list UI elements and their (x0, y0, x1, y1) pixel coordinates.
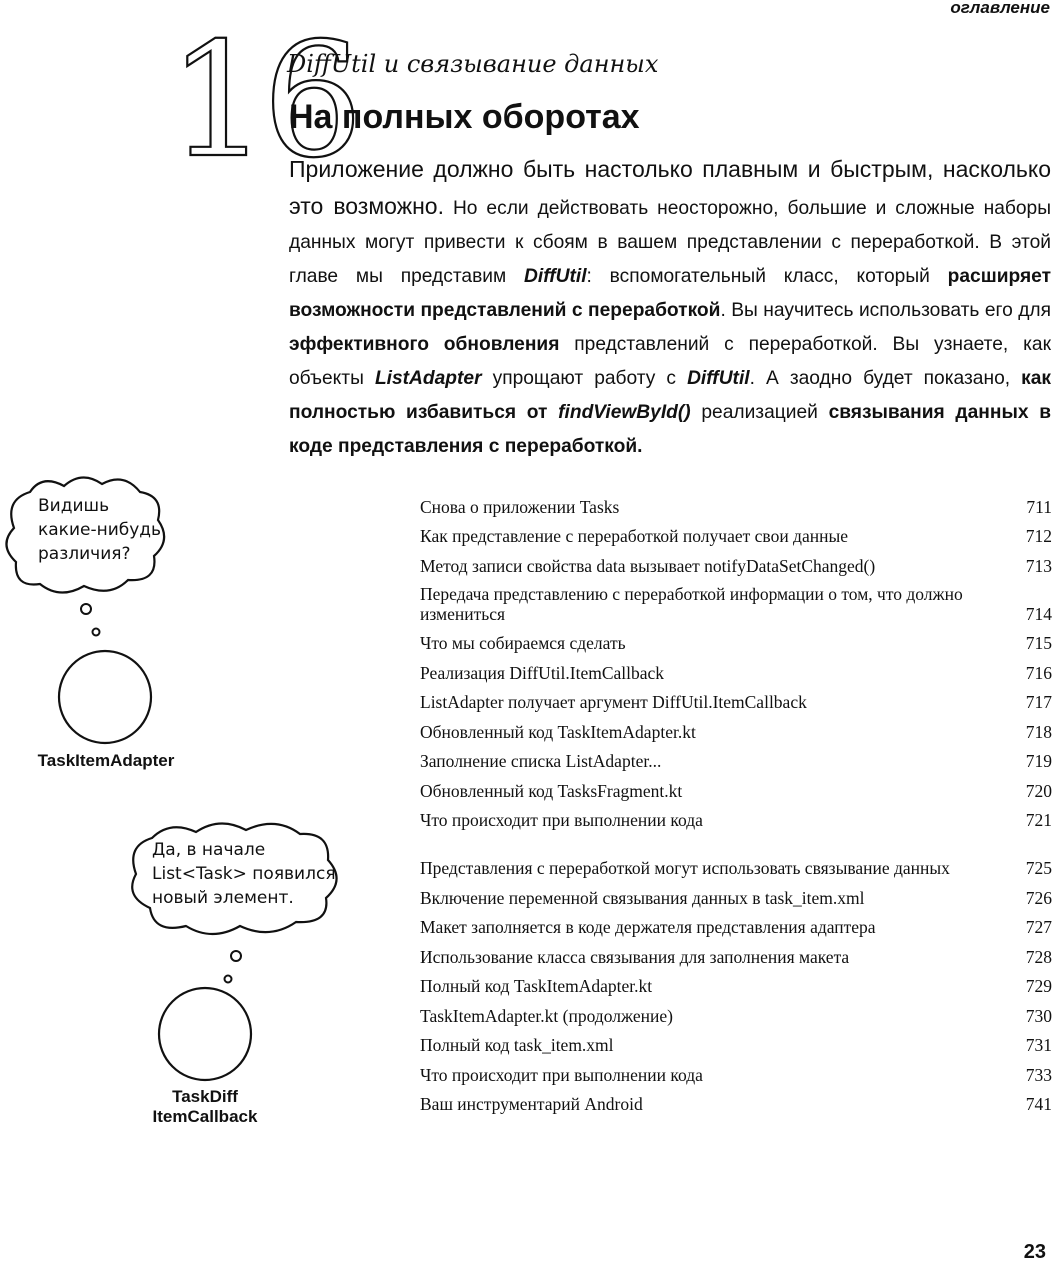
toc-entry-page: 719 (1025, 751, 1052, 771)
toc-entry-page: 718 (1025, 721, 1052, 742)
toc-entry[interactable] (420, 878, 1052, 908)
thought-dot (231, 951, 241, 961)
toc-entry-title: Реализация DiffUtil.ItemCallback (420, 662, 665, 683)
intro-term-listadapter: ListAdapter (374, 368, 482, 389)
toc-entry-title: Обновленный код TasksFragment.kt (420, 780, 683, 801)
intro-text: . Вы научитесь использовать его для (720, 300, 1051, 321)
running-header: оглавление (950, 0, 1050, 17)
intro-term-findviewbyid: findViewById() (558, 402, 691, 423)
intro-emphasis: как полностью избавиться от (289, 368, 1052, 423)
toc-entry[interactable] (420, 488, 1052, 517)
node-label-line: TaskDiff (172, 1087, 238, 1106)
bubble-line: различия? (38, 544, 131, 564)
toc-entry-title: Полный код TaskItemAdapter.kt (420, 976, 653, 996)
intro-text: представлений с переработкой. Вы узнаете, как объекты (289, 334, 1051, 389)
toc-entry[interactable] (420, 624, 1052, 654)
toc-entry-title: Что происходит при выполнении кода (420, 1064, 703, 1085)
toc-entry-title: Обновленный код TaskItemAdapter.kt (420, 721, 696, 742)
toc-entry-title: TaskItemAdapter.kt (продолжение) (420, 1005, 673, 1026)
intro-emphasis: связывания данных в коде представления с переработкой. (289, 402, 1051, 457)
toc-entry-page: 711 (1026, 496, 1052, 517)
intro-text: реализацией (690, 402, 829, 423)
intro-emphasis: расширяет возможности представлений с переработкой (289, 266, 1051, 321)
toc-entry-title: Использование класса связывания для заполнения макета (420, 946, 850, 967)
intro-text: Но если действовать неосторожно, большие и сложные наборы данных могут привести к сбоям в вашем представлении с переработкой. В этой главе мы представим (289, 198, 1052, 287)
page-number: 23 (1023, 1241, 1046, 1263)
toc-entry-page: 733 (1025, 1064, 1052, 1085)
toc-entry[interactable] (420, 1085, 1052, 1115)
toc-entry-title: Представления с переработкой могут использовать связывание данных (420, 858, 950, 878)
illustration (0, 0, 420, 1140)
toc-entry[interactable] (420, 1026, 1052, 1056)
bubble-line: новый элемент. (152, 888, 294, 908)
bubble-line: какие-нибудь (38, 520, 162, 540)
toc-entry-title: Что мы собираемся сделать (420, 633, 626, 653)
toc-entry-page: 712 (1025, 526, 1052, 546)
toc-entry[interactable] (420, 996, 1052, 1026)
toc-entry[interactable] (420, 517, 1052, 547)
bubble-line: Видишь (38, 496, 110, 516)
toc-entry[interactable] (420, 908, 1052, 938)
intro-text: упрощают работу с (481, 368, 688, 389)
toc-entry-page: 715 (1025, 633, 1052, 653)
chapter-number: 16 (168, 9, 358, 193)
toc-entry[interactable] (420, 830, 1052, 878)
toc-entry[interactable] (420, 712, 1052, 742)
intro-emphasis: эффективного обновления (289, 334, 560, 355)
toc-entry[interactable] (420, 771, 1052, 801)
toc-entry[interactable] (420, 742, 1052, 772)
node-label-line: ItemCallback (152, 1107, 258, 1126)
toc-entry-title: Передача представлению с переработкой информации о том, что должно измениться (420, 583, 963, 624)
task-diff-item-callback-node (159, 988, 251, 1080)
task-diff-item-callback-label (130, 1087, 280, 1127)
toc-entry-page: 730 (1025, 1005, 1052, 1026)
toc-entry-page: 720 (1025, 780, 1052, 801)
bubble-2-text (152, 838, 336, 910)
toc-entry[interactable] (420, 546, 1052, 576)
intro-term-diffutil: DiffUtil (524, 266, 587, 287)
bubble-line: Да, в начале (152, 840, 266, 860)
table-of-contents (420, 488, 1052, 1114)
toc-entry[interactable] (420, 683, 1052, 713)
toc-entry-page: 741 (1025, 1094, 1052, 1114)
bubble-1-text (38, 494, 161, 566)
chapter-title: На полных оборотах (289, 98, 640, 136)
toc-entry-title: ListAdapter получает аргумент DiffUtil.ItemCallback (420, 692, 807, 712)
toc-entry-title: Снова о приложении Tasks (420, 496, 620, 517)
intro-text: : вспомогательный класс, который (586, 266, 948, 287)
toc-entry-page: 717 (1025, 692, 1052, 712)
toc-entry-page: 721 (1025, 810, 1052, 830)
toc-entry-page: 726 (1025, 887, 1052, 908)
toc-entry-title: Заполнение списка ListAdapter... (420, 751, 662, 771)
toc-entry[interactable] (420, 937, 1052, 967)
toc-entry-title: Макет заполняется в коде держателя представления адаптера (420, 917, 876, 937)
toc-entry-title: Включение переменной связывания данных в task_item.xml (420, 887, 865, 908)
intro-lead: Приложение должно быть настолько плавным и быстрым, насколько это возможно. (289, 156, 1051, 219)
toc-entry[interactable] (420, 653, 1052, 683)
toc-entry-title: Метод записи свойства data вызывает notifyDataSetChanged() (420, 555, 876, 576)
thought-dot (225, 976, 232, 983)
toc-entry-title: Как представление с переработкой получает свои данные (420, 526, 848, 546)
toc-entry-page: 728 (1025, 946, 1052, 967)
toc-entry-page: 713 (1025, 555, 1052, 576)
toc-entry-page: 716 (1025, 662, 1052, 683)
toc-entry-page: 727 (1025, 917, 1052, 937)
toc-entry-page: 731 (1025, 1035, 1052, 1055)
toc-entry[interactable] (420, 1055, 1052, 1085)
toc-entry-page: 714 (1025, 603, 1052, 624)
intro-term-diffutil: DiffUtil (687, 368, 750, 389)
toc-entry-title: Что происходит при выполнении кода (420, 810, 703, 830)
toc-entry[interactable] (420, 801, 1052, 831)
toc-entry-page: 729 (1025, 976, 1052, 996)
task-item-adapter-node (59, 651, 151, 743)
toc-entry[interactable] (420, 967, 1052, 997)
toc-entry[interactable] (420, 576, 1052, 624)
task-item-adapter-label: TaskItemAdapter (37, 751, 175, 770)
chapter-subtitle: DiffUtil и связывание данных (287, 50, 659, 78)
toc-entry-title: Ваш инструментарий Android (420, 1094, 643, 1114)
bubble-line: List<Task> появился (152, 864, 336, 884)
thought-dot (81, 604, 91, 614)
toc-entry-title: Полный код task_item.xml (420, 1035, 614, 1055)
intro-text: . А заодно будет показано, (749, 368, 1022, 389)
toc-entry-page: 725 (1025, 858, 1052, 878)
thought-dot (93, 629, 100, 636)
